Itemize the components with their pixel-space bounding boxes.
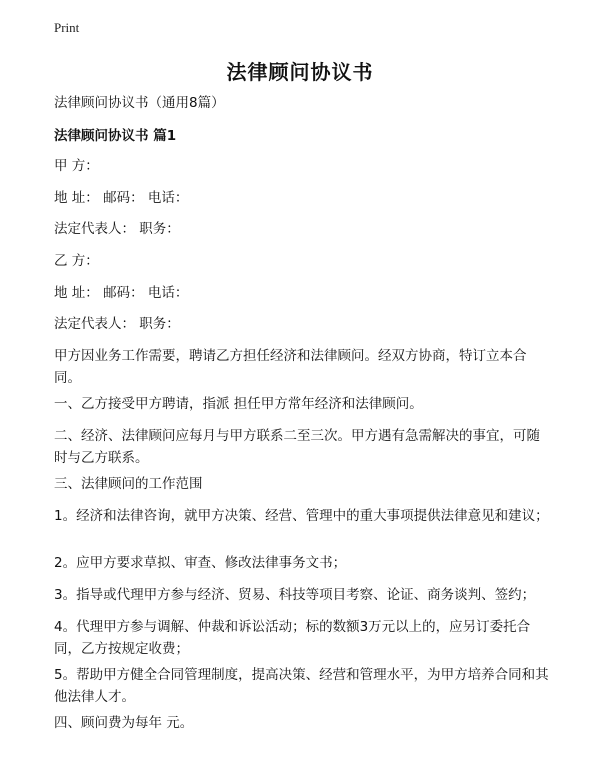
scope-item-4: 4。代理甲方参与调解、仲裁和诉讼活动；标的数额3万元以上的，应另订委托合同，乙方按规定收费； <box>54 619 531 657</box>
scope-item-3: 3。指导或代理甲方参与经济、贸易、科技等项目考察、论证、商务谈判、签约； <box>54 587 536 603</box>
print-link[interactable]: Print <box>54 20 80 35</box>
party-b-address-line: 地 址： 邮码： 电话： <box>54 285 189 301</box>
clause-1: 一、乙方接受甲方聘请，指派 担任甲方常年经济和法律顾问。 <box>54 396 423 412</box>
document-title: 法律顾问协议书 <box>226 60 374 84</box>
party-b-representative-line: 法定代表人： 职务： <box>54 316 180 332</box>
section-heading: 法律顾问协议书 篇1 <box>54 128 177 144</box>
party-a-address-line: 地 址： 邮码： 电话： <box>54 190 189 206</box>
party-a-representative-line: 法定代表人： 职务： <box>54 221 180 237</box>
intro-paragraph: 甲方因业务工作需要，聘请乙方担任经济和法律顾问。经双方协商，特订立本合同。 <box>54 348 527 386</box>
clause-2: 二、经济、法律顾问应每月与甲方联系二至三次。甲方遇有急需解决的事宜，可随时与乙方联系。 <box>54 428 540 466</box>
scope-item-1: 1。经济和法律咨询，就甲方决策、经营、管理中的重大事项提供法律意见和建议； <box>54 508 549 524</box>
party-b-line: 乙 方： <box>54 253 99 269</box>
party-a-line: 甲 方： <box>54 158 99 174</box>
scope-item-5: 5。帮助甲方健全合同管理制度，提高决策、经营和管理水平，为甲方培养合同和其他法律人才。 <box>54 667 549 705</box>
clause-3-heading: 三、法律顾问的工作范围 <box>54 476 203 492</box>
clause-4: 四、顾问费为每年 元。 <box>54 715 194 731</box>
document-subtitle: 法律顾问协议书（通用8篇） <box>54 95 225 111</box>
scope-item-2: 2。应甲方要求草拟、审查、修改法律事务文书； <box>54 555 347 571</box>
